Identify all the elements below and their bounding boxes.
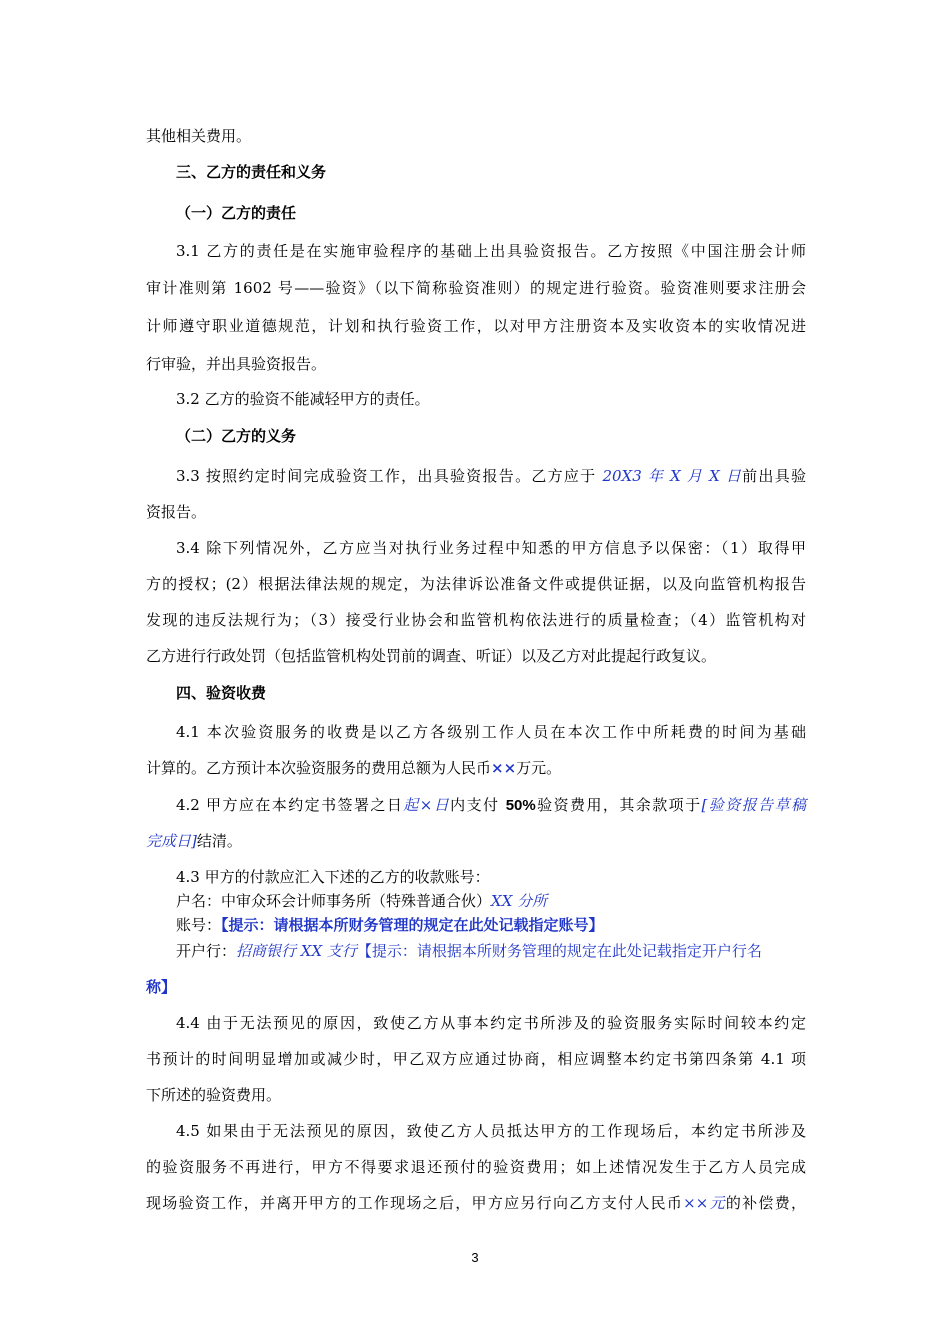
paragraph-line: 书预计的时间明显增加或减少时，甲乙双方应通过协商，相应调整本约定书第四条第 4.1 项: [146, 1050, 806, 1068]
bank-hint-end: 称】: [146, 978, 177, 996]
paragraph-line: 行审验，并出具验资报告。: [146, 355, 327, 373]
bank-line: 开户行：招商银行 XX 支行【提示：请根据本所财务管理的规定在此处记载指定开户行名: [176, 942, 762, 960]
paragraph-line: 3.4 除下列情况外，乙方应当对执行业务过程中知悉的甲方信息予以保密：（1）取得甲: [176, 539, 806, 557]
paragraph-line: 4.3 甲方的付款应汇入下述的乙方的收款账号：: [176, 868, 490, 886]
paragraph-line: 乙方进行行政处罚（包括监管机构处罚前的调查、听证）以及乙方对此提起行政复议。: [146, 647, 717, 665]
draft-date-placeholder-end: 完成日]: [146, 832, 197, 850]
subsection-heading-obligation: （二）乙方的义务: [176, 427, 297, 445]
paragraph-line: 发现的违反法规行为；（3）接受行业协会和监管机构依法进行的质量检查；（4）监管机构对: [146, 611, 806, 629]
branch-placeholder: XX 分所: [491, 892, 548, 910]
account-number-line: 账号：【提示：请根据本所财务管理的规定在此处记载指定账号】: [176, 916, 604, 934]
paragraph-line: 计师遵守职业道德规范，计划和执行验资工作，以对甲方注册资本及实收资本的实收情况进: [146, 317, 806, 335]
paragraph-line: 4.5 如果由于无法预见的原因，致使乙方人员抵达甲方的工作现场后，本约定书所涉及: [176, 1122, 806, 1140]
paragraph-line: 3.3 按照约定时间完成验资工作，出具验资报告。乙方应于 20X3 年 X 月 X 日前出具验: [176, 467, 806, 485]
paragraph-line: 方的授权；(2）根据法律法规的规定，为法律诉讼准备文件或提供证据，以及向监管机构报告: [146, 575, 806, 593]
bank-hint: 【提示：请根据本所财务管理的规定在此处记载指定开户行名: [356, 942, 762, 960]
paragraph-line: 完成日]结清。: [146, 832, 242, 850]
section-heading-3: 三、乙方的责任和义务: [176, 163, 327, 181]
paragraph-line: 的验资服务不再进行，甲方不得要求退还预付的验资费用；如上述情况发生于乙方人员完成: [146, 1158, 806, 1176]
account-number-hint: 【提示：请根据本所财务管理的规定在此处记载指定账号】: [221, 916, 604, 934]
paragraph-line: 4.1 本次验资服务的收费是以乙方各级别工作人员在本次工作中所耗费的时间为基础: [176, 723, 806, 741]
paragraph-line: 资报告。: [146, 503, 207, 521]
days-placeholder: 起×日: [403, 796, 451, 814]
deadline-placeholder: 20X3 年 X 月 X 日: [602, 467, 743, 485]
paragraph-line: 审计准则第 1602 号——验资》（以下简称验资准则）的规定进行验资。验资准则要求注册会: [146, 279, 806, 297]
draft-date-placeholder: [验资报告草稿: [701, 796, 806, 814]
paragraph-line: 计算的。乙方预计本次验资服务的费用总额为人民币××万元。: [146, 759, 562, 777]
paragraph-line: 下所述的验资费用。: [146, 1086, 282, 1104]
page-number: 3: [471, 1250, 479, 1265]
paragraph-line: 4.4 由于无法预见的原因，致使乙方从事本约定书所涉及的验资服务实际时间较本约定: [176, 1014, 806, 1032]
paragraph-line: 4.2 甲方应在本约定书签署之日起×日内支付 50%验资费用，其余款项于[验资报告草稿: [176, 796, 806, 814]
section-heading-4: 四、验资收费: [176, 684, 267, 702]
paragraph-line: 3.2 乙方的验资不能减轻甲方的责任。: [176, 390, 430, 408]
subsection-heading-responsibility: （一）乙方的责任: [176, 204, 297, 222]
paragraph-line: 现场验资工作，并离开甲方的工作现场之后，甲方应另行向乙方支付人民币××元的补偿费，: [146, 1194, 806, 1212]
paragraph-line: 其他相关费用。: [146, 127, 252, 145]
compensation-placeholder: ××元: [683, 1194, 726, 1212]
bank-branch-placeholder: 招商银行 XX 支行: [236, 942, 357, 960]
account-name-line: 户名：中审众环会计师事务所（特殊普通合伙）XX 分所: [176, 892, 548, 910]
paragraph-line: 3.1 乙方的责任是在实施审验程序的基础上出具验资报告。乙方按照《中国注册会计师: [176, 242, 806, 260]
fee-amount-placeholder: ××: [491, 759, 517, 777]
